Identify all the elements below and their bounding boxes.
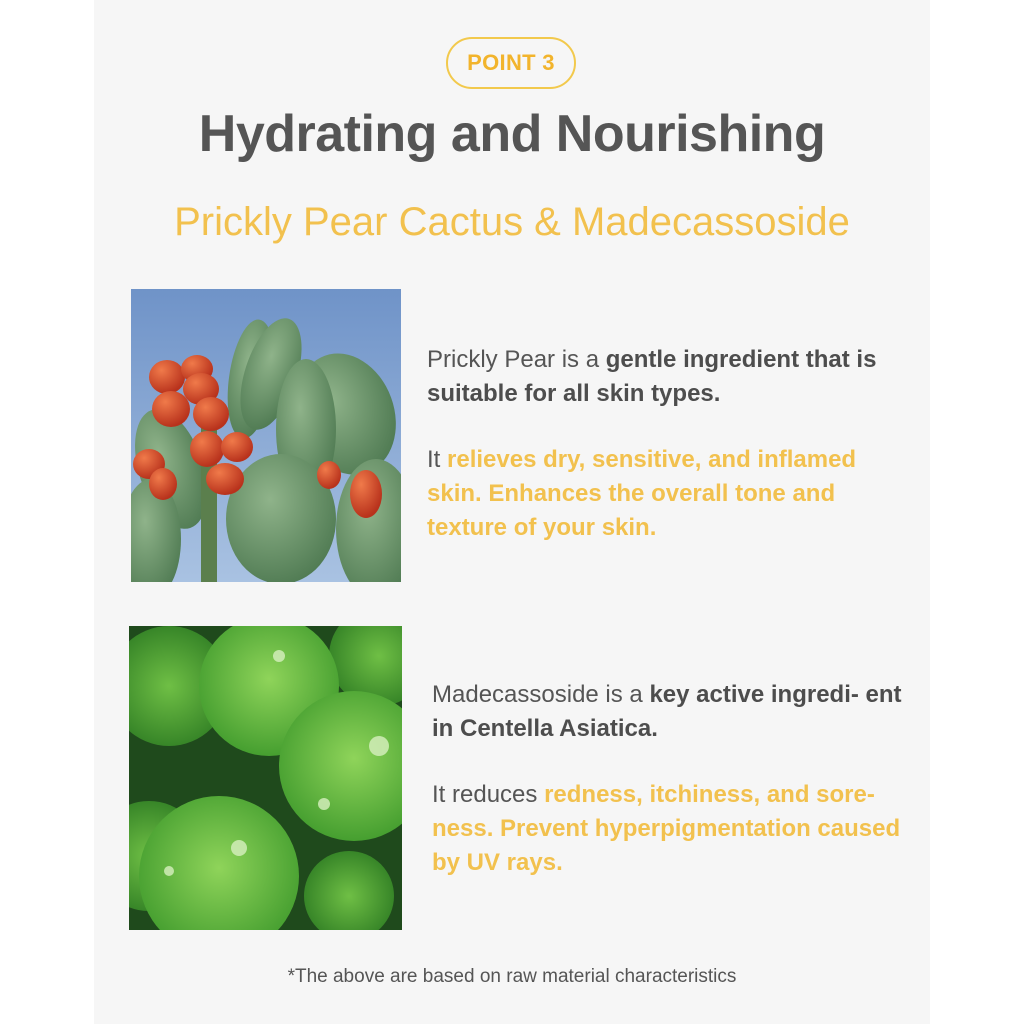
prickly-pear-cactus-photo bbox=[131, 289, 401, 582]
madecassoside-description bbox=[432, 678, 902, 880]
prickly-pear-intro: Prickly Pear is a gentle ingredient that is suitable for all skin types. bbox=[427, 346, 877, 407]
prickly-pear-benefits: It relieves dry, sensitive, and inflamed skin. Enhances the overall tone and texture of your skin. bbox=[427, 446, 857, 541]
point-badge bbox=[446, 37, 576, 89]
prickly-pear-description bbox=[427, 343, 907, 545]
madecassoside-intro: Madecassoside is a key active ingredi- ent in Centella Asiatica. bbox=[432, 681, 902, 742]
centella-asiatica-leaves-photo bbox=[129, 626, 402, 930]
point-badge-label: POINT 3 bbox=[467, 50, 555, 75]
page-title: Hydrating and Nourishing bbox=[198, 105, 826, 163]
footnote: *The above are based on raw material characteristics bbox=[287, 966, 737, 987]
page-subtitle: Prickly Pear Cactus & Madecassoside bbox=[174, 200, 850, 244]
madecassoside-benefits: It reduces redness, itchiness, and sore- ness. Prevent hyperpigmentation caused by UV rays. bbox=[432, 781, 901, 876]
